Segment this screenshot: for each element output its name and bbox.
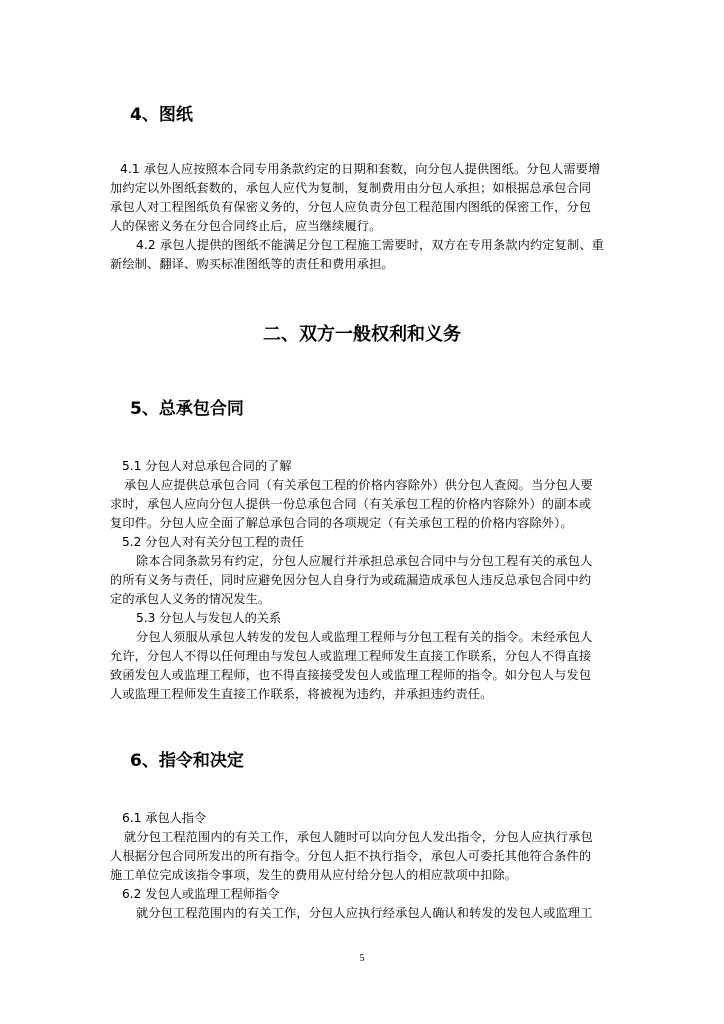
paragraph-line: 施工单位完成该指令事项，发生的费用从应付给分包人的相应款项中扣除。: [110, 868, 518, 882]
page-number: 5: [359, 953, 365, 964]
paragraph-line: 定的承包人义务的情况发生。: [110, 592, 271, 606]
subsection-title: 5.2 分包人对有关分包工程的责任: [122, 535, 304, 549]
paragraph-line: 允许，分包人不得以任何理由与发包人或监理工程师发生直接工作联系，分包人不得直接: [110, 649, 592, 663]
section-6-heading: 6、指令和决定: [130, 751, 244, 771]
paragraph-line: 4.1 承包人应按照本合同专用条款约定的日期和套数，向分包人提供图纸。分包人需要增: [120, 162, 601, 176]
chapter-heading: 二、双方一般权利和义务: [263, 324, 461, 345]
paragraph-line: 分包人须服从承包人转发的发包人或监理工程师与分包工程有关的指令。未经承包人: [136, 630, 593, 644]
paragraph-line: 承包人应提供总承包合同（有关承包工程的价格内容除外）供分包人查阅。当分包人要: [124, 478, 593, 492]
paragraph-line: 加约定以外图纸套数的，承包人应代为复制，复制费用由分包人承担；如根据总承包合同: [110, 181, 592, 195]
section-4-body: [110, 160, 616, 274]
paragraph-line: 除本合同条款另有约定，分包人应履行并承担总承包合同中与分包工程有关的承包人: [136, 554, 593, 568]
paragraph-line: 人或监理工程师发生直接工作联系，将被视为违约，并承担违约责任。: [110, 687, 493, 701]
section-5-body: [110, 457, 616, 704]
subsection-title: 5.3 分包人与发包人的关系: [136, 611, 282, 625]
paragraph-line: 复印件。分包人应全面了解总承包合同的各项规定（有关承包工程的价格内容除外）。: [110, 516, 573, 530]
paragraph-line: 承包人对工程图纸负有保密义务的，分包人应负责分包工程范围内图纸的保密工作，分包: [110, 200, 592, 214]
section-4-heading: 4、图纸: [130, 105, 193, 125]
paragraph-line: 的所有义务与责任，同时应避免因分包人自身行为或疏漏造成承包人违反总承包合同中约: [110, 573, 592, 587]
paragraph-line: 致函发包人或监理工程师，也不得直接接受发包人或监理工程师的指令。如分包人与发包: [110, 668, 592, 682]
paragraph-line: 求时，承包人应向分包人提供一份总承包合同（有关承包工程的价格内容除外）的副本或: [110, 497, 592, 511]
section-6-body: [110, 809, 616, 923]
subsection-title: 5.1 分包人对总承包合同的了解: [122, 459, 292, 473]
paragraph-line: 就分包工程范围内的有关工作，承包人随时可以向分包人发出指令，分包人应执行承包: [124, 830, 593, 844]
subsection-title: 6.2 发包人或监理工程师指令: [122, 887, 280, 901]
paragraph-line: 4.2 承包人提供的图纸不能满足分包工程施工需要时，双方在专用条款内约定复制、重: [136, 238, 605, 252]
paragraph-line: 人的保密义务在分包合同终止后，应当继续履行。: [110, 219, 382, 233]
paragraph-line: 就分包工程范围内的有关工作，分包人应执行经承包人确认和转发的发包人或监理工: [136, 906, 593, 920]
subsection-title: 6.1 承包人指令: [122, 811, 207, 825]
paragraph-line: 人根据分包合同所发出的所有指令。分包人拒不执行指令，承包人可委托其他符合条件的: [110, 849, 592, 863]
section-5-heading: 5、总承包合同: [130, 399, 244, 419]
paragraph-line: 新绘制、翻译、购买标准图纸等的责任和费用承担。: [110, 257, 394, 271]
